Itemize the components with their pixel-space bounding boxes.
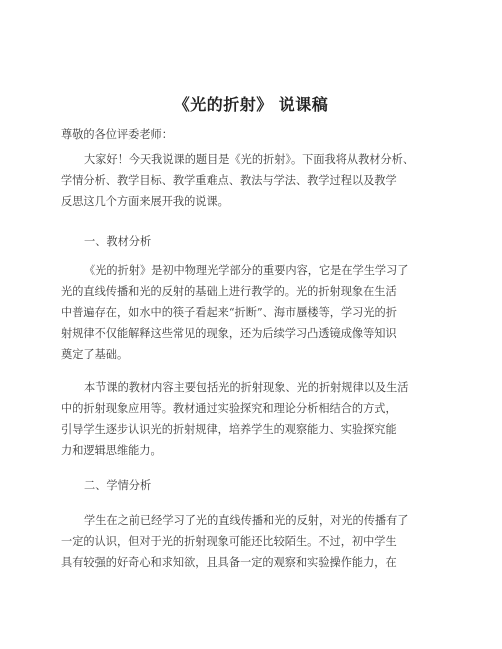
document-title: 《光的折射》 说课稿 xyxy=(173,95,329,114)
section-heading-textbook-analysis: 一、教材分析 xyxy=(84,235,152,248)
section2-para1-line-1: 学生在之前已经学习了光的直线传播和光的反射，对光的传播有了 xyxy=(84,514,409,527)
section1-para1-line-2: 光的直线传播和光的反射的基础上进行教学的。光的折射现象在生活 xyxy=(61,285,397,298)
section1-para1-line-3: 中普遍存在，如水中的筷子看起来“折断”、海市蜃楼等，学习光的折 xyxy=(61,306,397,319)
intro-line-3: 反思这几个方面来展开我的说课。 xyxy=(61,195,229,208)
section2-para1-line-2: 一定的认识，但对于光的折射现象可能还比较陌生。不过，初中学生 xyxy=(61,535,397,548)
page-bottom-margin xyxy=(0,612,502,649)
section-heading-student-analysis: 二、学情分析 xyxy=(84,479,152,492)
section1-para1-line-4: 射规律不仅能解释这些常见的现象，还为后续学习凸透镜成像等知识 xyxy=(61,327,397,340)
greeting-line: 尊敬的各位评委老师： xyxy=(61,128,173,141)
section1-para1-line-1: 《光的折射》是初中物理光学部分的重要内容，它是在学生学习了 xyxy=(84,264,409,277)
section1-para2-line-1: 本节课的教材内容主要包括光的折射现象、光的折射规律以及生活 xyxy=(84,381,409,394)
section1-para2-line-4: 力和逻辑思维能力。 xyxy=(61,444,162,457)
intro-line-2: 学情分析、教学目标、教学重难点、教法与学法、教学过程以及教学 xyxy=(61,174,397,187)
section1-para2-line-3: 引导学生逐步认识光的折射规律，培养学生的观察能力、实验探究能 xyxy=(61,423,397,436)
section2-para1-line-3: 具有较强的好奇心和求知欲，且具备一定的观察和实验操作能力，在 xyxy=(61,556,397,569)
section1-para1-line-5: 奠定了基础。 xyxy=(61,348,129,361)
section1-para2-line-2: 中的折射现象应用等。教材通过实验探究和理论分析相结合的方式， xyxy=(61,402,397,415)
intro-line-1: 大家好！今天我说课的题目是《光的折射》。下面我将从教材分析、 xyxy=(84,153,415,166)
